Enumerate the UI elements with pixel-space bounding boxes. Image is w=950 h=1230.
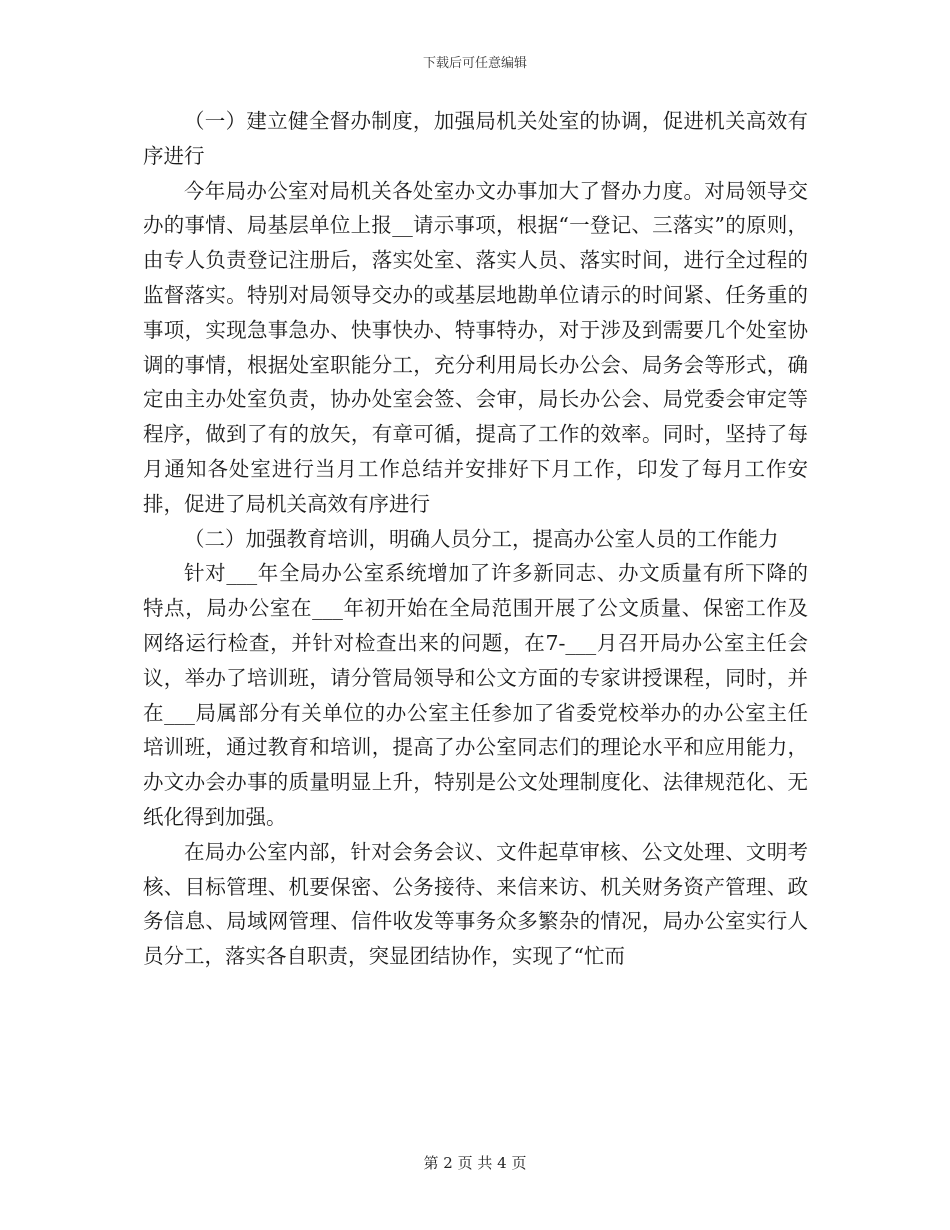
paragraph-supervision: 今年局办公室对局机关各处室办文办事加大了督办力度。对局领导交办的事情、局基层单位上报__请示事项，根据“一登记、三落实”的原则，由专人负责登记注册后，落实处室、落实人员、落实时间，进行全过程的监督落实。特别对局领导交办的或基层地勘单位请示的时间紧、任务重的事项，实现急事急办、快事快办、特事特办，对于涉及到需要几个处室协调的事情，根据处室职能分工，充分利用局长办公会、局务会等形式，确定由主办处室负责，协办处室会签、会审，局长办公会、局党委会审定等程序，做到了有的放矢，有章可循，提高了工作的效率。同时，坚持了每月通知各处室进行当月工作总结并安排好下月工作，印发了每月工作安排，促进了局机关高效有序进行: [143, 178, 808, 516]
page-number: 第 2 页 共 4 页: [423, 1154, 527, 1172]
paragraph-division-of-labor: 在局办公室内部，针对会务会议、文件起草审核、公文处理、文明考核、目标管理、机要保密、公务接待、来信来访、机关财务资产管理、政务信息、局域网管理、信件收发等事务众多繁杂的情况，局办公室实行人员分工，落实各自职责，突显团结协作，实现了“忙而: [143, 839, 808, 969]
section-heading-2: （二）加强教育培训，明确人员分工，提高办公室人员的工作能力: [184, 526, 779, 551]
paragraph-training: 针对___年全局办公室系统增加了许多新同志、办文质量有所下降的特点，局办公室在___年初开始在全局范围开展了公文质量、保密工作及网络运行检查，并针对检查出来的问题，在7-___月召开局办公室主任会议，举办了培训班，请分管局领导和公文方面的专家讲授课程，同时，并在___局属部分有关单位的办公室主任参加了省委党校举办的办公室主任培训班，通过教育和培训，提高了办公室同志们的理论水平和应用能力，办文办会办事的质量明显上升，特别是公文处理制度化、法律规范化、无纸化得到加强。: [143, 561, 808, 829]
section-heading-1: （一）建立健全督办制度，加强局机关处室的协调，促进机关高效有序进行: [143, 109, 808, 168]
page-header: 下载后可任意编辑: [422, 56, 527, 71]
document-body: [143, 104, 808, 974]
